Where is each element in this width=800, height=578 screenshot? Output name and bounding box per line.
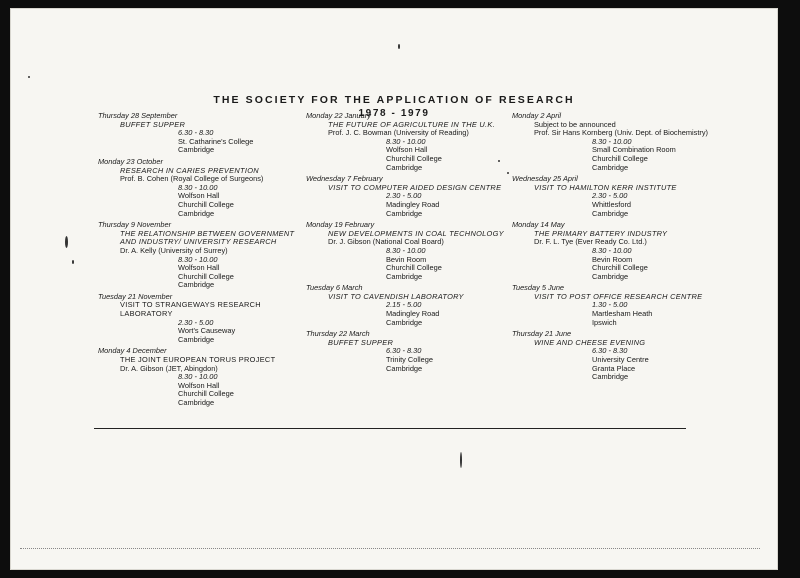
event-date: Tuesday 5 June — [512, 283, 565, 293]
event-venue: Martlesham Heath — [592, 309, 653, 319]
event-title: VISIT TO POST OFFICE RESEARCH CENTRE — [534, 291, 703, 301]
event-speaker: Subject to be announced — [534, 119, 616, 129]
event-date: Tuesday 6 March — [306, 283, 363, 293]
event-venue: Wolfson Hall — [178, 263, 220, 273]
event-entry — [306, 330, 516, 373]
events-column-1 — [98, 112, 308, 411]
scan-speck — [507, 172, 509, 174]
scan-speck — [498, 160, 500, 162]
scan-speck — [28, 76, 30, 78]
event-time: 2.30 - 5.00 — [386, 191, 422, 201]
scan-speck — [460, 452, 462, 468]
event-title: BUFFET SUPPER — [120, 119, 186, 129]
event-venue: Trinity College — [386, 355, 433, 365]
event-venue: Wort's Causeway — [178, 326, 236, 336]
event-venue: Madingley Road — [386, 309, 440, 319]
event-date: Monday 19 February — [306, 220, 375, 230]
event-title: THE JOINT EUROPEAN TORUS PROJECT — [120, 355, 276, 365]
event-date: Tuesday 21 November — [98, 291, 173, 301]
event-title: NEW DEVELOPMENTS IN COAL TECHNOLOGY — [328, 228, 504, 238]
event-date: Wednesday 7 February — [306, 174, 383, 184]
event-entry — [512, 330, 727, 382]
event-date: Monday 4 December — [98, 346, 167, 356]
event-speaker: Dr. F. L. Tye (Ever Ready Co. Ltd.) — [534, 237, 647, 247]
event-entry — [306, 112, 516, 172]
event-venue: Cambridge — [178, 398, 215, 407]
event-speaker: Prof. Sir Hans Kornberg (Univ. Dept. of Biochemistry) — [534, 128, 709, 138]
event-venue: Cambridge — [178, 145, 215, 155]
event-title: VISIT TO HAMILTON KERR INSTITUTE — [534, 182, 677, 192]
event-date: Monday 23 October — [98, 156, 163, 166]
event-time: 8.30 - 10.00 — [178, 254, 218, 264]
event-venue: Churchill College — [178, 389, 234, 399]
event-date: Monday 14 May — [512, 220, 565, 230]
event-time: 8.30 - 10.00 — [592, 136, 632, 146]
event-entry — [98, 221, 308, 290]
event-date: Thursday 22 March — [306, 329, 370, 339]
event-speaker: Prof. B. Cohen (Royal College of Surgeons) — [120, 174, 264, 184]
event-speaker: Dr. A. Gibson (JET, Abingdon) — [120, 363, 218, 373]
event-venue: Granta Place — [592, 363, 636, 373]
event-date: Thursday 9 November — [98, 220, 172, 230]
event-venue: Churchill College — [178, 199, 234, 209]
event-venue: Bevin Room — [592, 254, 633, 264]
page-subtitle: 1978 - 1979 — [358, 108, 430, 119]
event-time: 8.30 - 10.00 — [592, 245, 632, 255]
event-entry — [98, 347, 308, 407]
event-title: RESEARCH IN CARIES PREVENTION — [120, 165, 259, 175]
event-entry — [98, 293, 308, 345]
event-venue: Cambridge — [592, 162, 629, 172]
event-venue: Bevin Room — [386, 254, 427, 264]
event-venue: Cambridge — [178, 208, 215, 218]
event-speaker: Dr. A. Kelly (University of Surrey) — [120, 245, 228, 255]
event-date: Monday 22 January — [306, 111, 371, 120]
event-entry — [512, 175, 727, 218]
event-entry — [98, 158, 308, 218]
event-time: 2.30 - 5.00 — [178, 317, 214, 327]
events-column-3 — [512, 112, 727, 385]
event-venue: University Centre — [592, 355, 649, 365]
event-title: WINE AND CHEESE EVENING — [534, 337, 646, 347]
event-venue: Madingley Road — [386, 199, 440, 209]
events-column-2 — [306, 112, 516, 376]
event-time: 8.30 - 10.00 — [386, 245, 426, 255]
event-speaker: Dr. J. Gibson (National Coal Board) — [328, 237, 444, 247]
event-time: 8.30 - 10.00 — [178, 372, 218, 382]
event-date: Thursday 21 June — [512, 329, 572, 339]
event-time: 8.30 - 10.00 — [386, 136, 426, 146]
event-venue: Churchill College — [178, 271, 234, 281]
scan-speck — [398, 44, 400, 49]
event-time: 6.30 - 8.30 — [592, 346, 628, 356]
event-title: THE RELATIONSHIP BETWEEN GOVERNMENT AND INDUSTRY/ UNIVERSITY RESEARCH — [120, 228, 295, 247]
event-venue: Cambridge — [386, 208, 423, 218]
event-time: 6.30 - 8.30 — [386, 346, 422, 356]
event-title: THE PRIMARY BATTERY INDUSTRY — [534, 228, 668, 238]
event-time: 1.30 - 5.00 — [592, 300, 628, 310]
page-title: THE SOCIETY FOR THE APPLICATION OF RESEARCH — [213, 94, 575, 106]
event-date: Thursday 28 September — [98, 111, 178, 120]
divider-line — [94, 428, 686, 429]
event-title: BUFFET SUPPER — [328, 337, 394, 347]
event-title: VISIT TO COMPUTER AIDED DESIGN CENTRE — [328, 182, 502, 192]
event-date: Wednesday 25 April — [512, 174, 578, 184]
event-entry — [512, 284, 727, 327]
event-entry — [306, 175, 516, 218]
event-time: 2.30 - 5.00 — [592, 191, 628, 201]
event-entry — [306, 221, 516, 281]
event-entry — [512, 221, 727, 281]
scan-speck — [72, 260, 74, 264]
event-venue: Churchill College — [386, 153, 442, 163]
page-edge-line — [20, 548, 760, 549]
event-date: Monday 2 April — [512, 111, 562, 120]
event-title: VISIT TO CAVENDISH LABORATORY — [328, 291, 464, 301]
event-speaker: Prof. J. C. Bowman (University of Reading) — [328, 128, 469, 138]
event-venue: Wolfson Hall — [178, 191, 220, 201]
event-venue: Wolfson Hall — [386, 145, 428, 155]
event-time: 2.15 - 5.00 — [386, 300, 422, 310]
event-venue: Cambridge — [386, 271, 423, 281]
event-venue: Whittlesford — [592, 199, 632, 209]
event-venue: Cambridge — [592, 271, 629, 281]
event-entry — [98, 112, 308, 155]
event-venue: Cambridge — [178, 334, 215, 344]
scan-speck — [65, 236, 68, 248]
event-venue: Cambridge — [592, 372, 629, 382]
event-entry — [512, 112, 727, 172]
event-venue: Cambridge — [386, 363, 423, 373]
event-venue: Churchill College — [592, 263, 648, 273]
event-venue: Wolfson Hall — [178, 380, 220, 390]
event-venue: Small Combination Room — [592, 145, 676, 155]
event-venue: Churchill College — [592, 153, 648, 163]
event-venue: Cambridge — [178, 280, 215, 290]
event-time: 8.30 - 10.00 — [178, 182, 218, 192]
event-venue: Ipswich — [592, 317, 617, 327]
event-venue: Churchill College — [386, 263, 442, 273]
event-title: THE FUTURE OF AGRICULTURE IN THE U.K. — [328, 119, 495, 129]
event-time: 6.30 - 8.30 — [178, 128, 214, 138]
event-venue: Cambridge — [592, 208, 629, 218]
event-entry — [306, 284, 516, 327]
event-title: VISIT TO STRANGEWAYS RESEARCH LABORATORY — [120, 300, 261, 319]
event-venue: Cambridge — [386, 162, 423, 172]
event-venue: Cambridge — [386, 317, 423, 327]
event-venue: St. Catharine's College — [178, 136, 254, 146]
